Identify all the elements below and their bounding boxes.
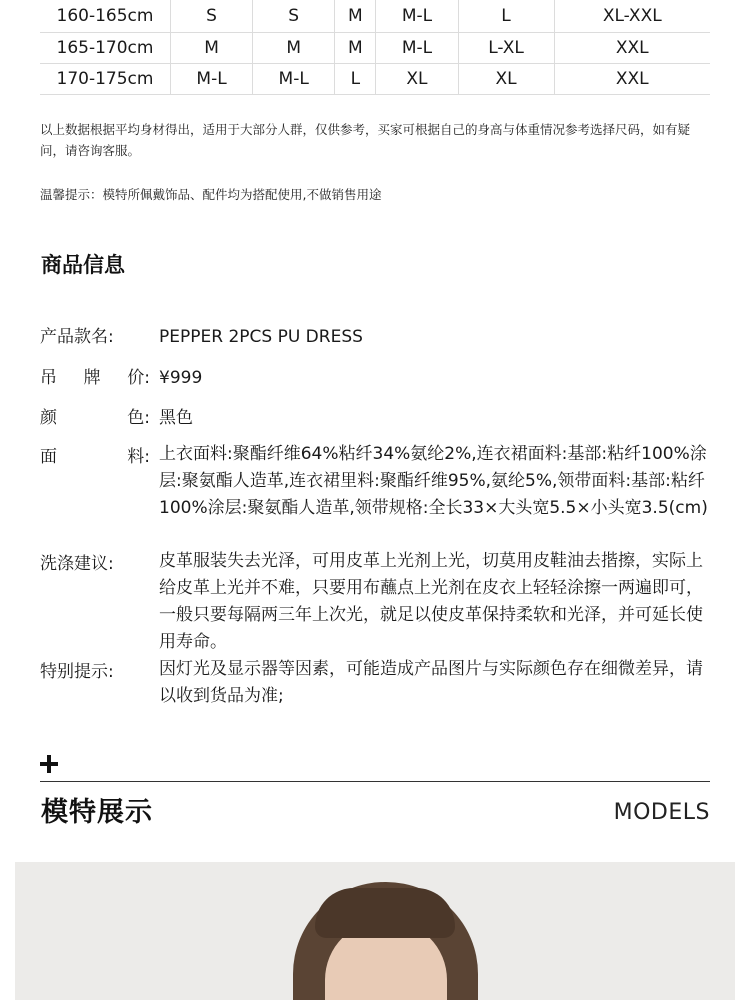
price-label-char: 牌 xyxy=(83,368,101,388)
table-cell: M xyxy=(253,33,335,64)
care-value: 皮革服装失去光泽，可用皮革上光剂上光，切莫用皮鞋油去揩擦，实际上给皮革上光并不难，只要用布蘸点上光剂在皮衣上轻轻涂擦一两遍即可，一般只要每隔两三年上次光，就足以使皮革保持柔软和光泽，并可延长使用寿命。 xyxy=(159,551,703,652)
table-cell: L xyxy=(458,0,554,33)
color-value: 黑色 xyxy=(159,408,193,428)
special-label: 特别提示: xyxy=(40,662,114,682)
table-row xyxy=(40,0,710,33)
table-cell: M-L xyxy=(376,0,458,33)
table-cell: M xyxy=(335,33,376,64)
accessory-tip: 温馨提示：模特所佩戴饰品、配件均为搭配使用,不做销售用途 xyxy=(40,187,382,202)
table-cell: M xyxy=(335,0,376,33)
table-row xyxy=(40,33,710,64)
color-label-char: 颜 xyxy=(40,408,57,428)
style-label: 产品款名: xyxy=(40,327,114,347)
table-cell: M xyxy=(171,33,253,64)
special-value: 因灯光及显示器等因素，可能造成产品图片与实际颜色存在细微差异，请以收到货品为准; xyxy=(159,659,703,706)
price-label-char: 吊 xyxy=(40,368,57,388)
size-note: 以上数据根据平均身材得出，适用于大部分人群，仅供参考，买家可根据自己的身高与体重情况参考选择尺码，如有疑问，请咨询客服。 xyxy=(40,122,691,158)
price-value: ¥999 xyxy=(159,368,203,388)
models-subtitle: MODELS xyxy=(613,800,710,825)
color-label xyxy=(40,405,150,432)
fabric-label xyxy=(40,444,150,471)
table-cell: 165-170cm xyxy=(40,33,171,64)
price-label-char: 价: xyxy=(127,368,150,388)
table-cell: XXL xyxy=(554,64,710,95)
fabric-label-char: 面 xyxy=(40,447,57,467)
price-label xyxy=(40,365,150,392)
table-cell: XL xyxy=(458,64,554,95)
table-cell: 170-175cm xyxy=(40,64,171,95)
table-cell: M-L xyxy=(253,64,335,95)
table-cell: S xyxy=(253,0,335,33)
table-cell: M-L xyxy=(376,33,458,64)
section-divider xyxy=(40,781,710,782)
fabric-label-char: 料: xyxy=(127,447,150,467)
fabric-value: 上衣面料:聚酯纤维64%粘纤34%氨纶2%,连衣裙面料:基部:粘纤100%涂层:聚氨酯人造革,连衣裙里料:聚酯纤维95%,氨纶5%,领带面料:基部:粘纤100%涂层:聚氨酯人造革,领带规格:全长33×大头宽5.5×小头宽3.5(cm) xyxy=(159,444,708,518)
table-cell: L xyxy=(335,64,376,95)
table-cell: M-L xyxy=(171,64,253,95)
product-info-title: 商品信息 xyxy=(41,253,125,277)
color-label-char: 色: xyxy=(127,408,150,428)
table-row xyxy=(40,64,710,95)
table-cell: L-XL xyxy=(458,33,554,64)
table-cell: XL-XXL xyxy=(554,0,710,33)
table-cell: XXL xyxy=(554,33,710,64)
table-cell: S xyxy=(171,0,253,33)
size-chart-table xyxy=(40,0,710,95)
table-cell: XL xyxy=(376,64,458,95)
models-title: 模特展示 xyxy=(41,797,153,828)
table-cell: 160-165cm xyxy=(40,0,171,33)
model-photo xyxy=(15,862,735,1000)
model-bangs xyxy=(315,888,455,938)
care-label: 洗涤建议: xyxy=(40,554,114,574)
plus-icon xyxy=(40,755,58,773)
style-value: PEPPER 2PCS PU DRESS xyxy=(159,327,363,347)
